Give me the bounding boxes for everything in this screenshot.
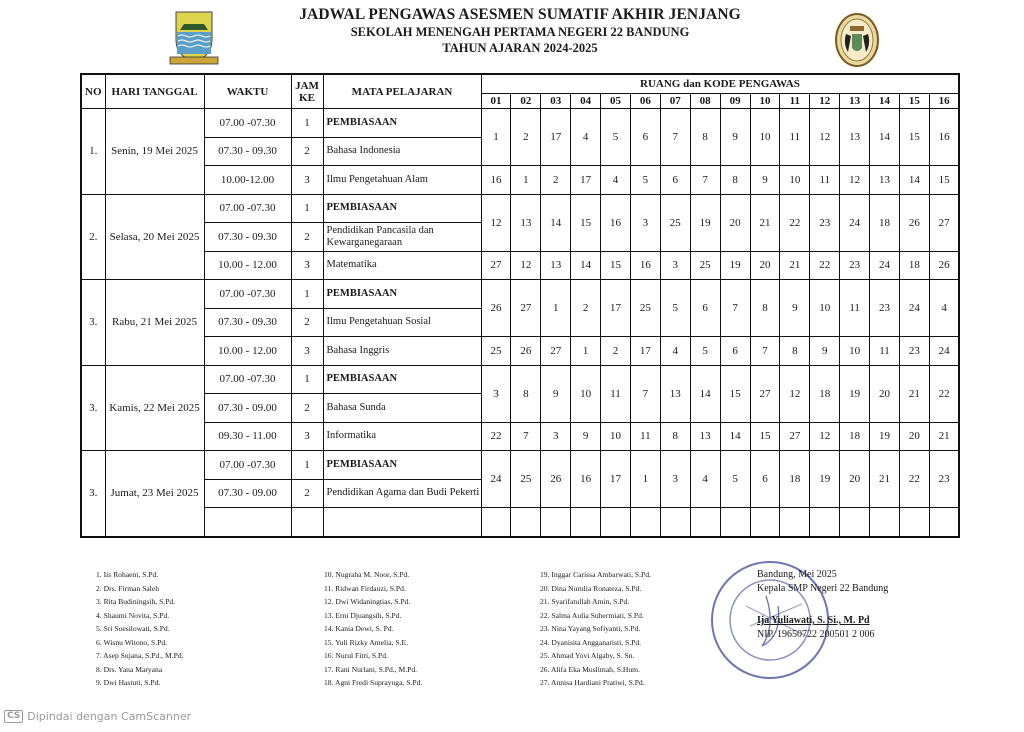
supervisor-code: 25 <box>690 251 720 280</box>
supervisor-code: 25 <box>481 337 511 366</box>
supervisor-code: 12 <box>481 194 511 251</box>
supervisor-code: 11 <box>601 365 631 422</box>
day-date: Senin, 19 Mei 2025 <box>105 109 204 195</box>
supervisor-code: 8 <box>720 166 750 195</box>
supervisor-code: 1 <box>541 280 571 337</box>
slot-period: 3 <box>291 337 323 366</box>
slot-time: 07.30 - 09.30 <box>204 308 291 337</box>
supervisor-code: 6 <box>720 337 750 366</box>
supervisor-code: 15 <box>601 251 631 280</box>
day-number: 3. <box>81 280 105 366</box>
supervisor-code: 8 <box>780 337 810 366</box>
supervisor-code: 19 <box>840 365 870 422</box>
supervisor-code: 23 <box>929 451 959 508</box>
slot-period: 3 <box>291 251 323 280</box>
day-number: 1. <box>81 109 105 195</box>
supervisor-code: 4 <box>690 451 720 508</box>
slot-subject: Ilmu Pengetahuan Alam <box>323 166 481 195</box>
academic-year: TAHUN AJARAN 2024-2025 <box>442 41 598 55</box>
slot-subject <box>323 508 481 537</box>
supervisor-item: 4. Shaumi Novita, S.Pd. <box>96 610 170 620</box>
supervisor-code: 15 <box>571 194 601 251</box>
supervisor-code: 27 <box>750 365 780 422</box>
day-date: Selasa, 20 Mei 2025 <box>105 194 204 280</box>
supervisor-code: 1 <box>481 109 511 166</box>
table-row <box>81 508 959 537</box>
signature-place-date: Bandung, Mei 2025 <box>757 569 837 580</box>
supervisor-code: 21 <box>780 251 810 280</box>
supervisor-code: 27 <box>541 337 571 366</box>
slot-period <box>291 508 323 537</box>
slot-subject: Bahasa Sunda <box>323 394 481 423</box>
slot-time: 10.00 - 12.00 <box>204 251 291 280</box>
supervisor-code: 11 <box>870 337 900 366</box>
supervisor-item: 22. Salma Aulia Suhermiati, S.Pd. <box>540 610 644 620</box>
supervisor-code: 3 <box>630 194 660 251</box>
supervisor-code: 5 <box>660 280 690 337</box>
supervisor-code: 18 <box>810 365 840 422</box>
supervisor-item: 25. Ahmad Yovi Algaby, S. Sn. <box>540 651 635 660</box>
slot-period: 2 <box>291 223 323 252</box>
supervisor-code: 5 <box>601 109 631 166</box>
room-header-10: 10 <box>750 94 780 109</box>
supervisor-code: 12 <box>810 422 840 451</box>
supervisor-code: 4 <box>660 337 690 366</box>
supervisor-code: 10 <box>780 166 810 195</box>
table-row <box>81 251 959 280</box>
room-header-03: 03 <box>541 94 571 109</box>
room-header-02: 02 <box>511 94 541 109</box>
slot-time: 07.30 - 09.00 <box>204 479 291 508</box>
supervisor-code: 2 <box>511 109 541 166</box>
supervisor-item: 12. Dwi Widaningtias, S.Pd. <box>324 597 411 606</box>
supervisor-code: 14 <box>690 365 720 422</box>
supervisor-code: 17 <box>601 280 631 337</box>
supervisor-code: 22 <box>780 194 810 251</box>
supervisor-item: 19. Inggar Carissa Ambarwati, S.Pd. <box>540 570 651 579</box>
supervisor-code: 24 <box>840 194 870 251</box>
supervisor-item: 2. Drs. Firman Saleh <box>96 583 160 593</box>
supervisor-code: 27 <box>511 280 541 337</box>
supervisor-code: 2 <box>571 280 601 337</box>
supervisor-code: 23 <box>810 194 840 251</box>
supervisor-code: 15 <box>929 166 959 195</box>
supervisor-code: 26 <box>511 337 541 366</box>
slot-period: 2 <box>291 308 323 337</box>
supervisor-code: 25 <box>660 194 690 251</box>
supervisor-code: 27 <box>481 251 511 280</box>
supervisor-code: 21 <box>870 451 900 508</box>
supervisor-code <box>870 508 900 537</box>
supervisor-code: 26 <box>929 251 959 280</box>
supervisor-code: 5 <box>630 166 660 195</box>
supervisor-code: 6 <box>690 280 720 337</box>
supervisor-item: 16. Nurul Fitri, S.Pd. <box>324 651 388 660</box>
supervisor-code: 20 <box>840 451 870 508</box>
day-number: 3. <box>81 365 105 451</box>
supervisor-code: 9 <box>780 280 810 337</box>
supervisor-list-col-2 <box>324 568 422 690</box>
supervisor-code: 24 <box>481 451 511 508</box>
slot-time: 10.00-12.00 <box>204 166 291 195</box>
slot-time: 07.30 - 09.30 <box>204 137 291 166</box>
header-day-date: HARI TANGGAL <box>105 74 204 109</box>
document-title: JADWAL PENGAWAS ASESMEN SUMATIF AKHIR JENJANG <box>299 6 741 23</box>
room-header-12: 12 <box>810 94 840 109</box>
bandung-city-crest-icon <box>168 10 220 66</box>
supervisor-item: 27. Annisa Hardiani Pratiwi, S.Pd. <box>540 678 645 687</box>
supervisor-code: 23 <box>840 251 870 280</box>
table-row <box>81 451 959 480</box>
supervisor-list-col-1 <box>96 568 184 690</box>
supervisor-code <box>840 508 870 537</box>
supervisor-item: 15. Yuli Rizky Amelia, S.E. <box>324 637 409 647</box>
supervisor-code: 12 <box>511 251 541 280</box>
supervisor-code: 8 <box>511 365 541 422</box>
supervisor-code <box>780 508 810 537</box>
watermark-text: Dipindai dengan CamScanner <box>27 710 192 723</box>
day-number: 2. <box>81 194 105 280</box>
supervisor-code: 18 <box>899 251 929 280</box>
supervisor-code: 15 <box>720 365 750 422</box>
supervisor-code: 13 <box>511 194 541 251</box>
supervisor-code: 10 <box>750 109 780 166</box>
room-header-07: 07 <box>660 94 690 109</box>
supervisor-code: 17 <box>601 451 631 508</box>
header-subject: MATA PELAJARAN <box>323 74 481 109</box>
supervisor-item: 6. Wisnu Witono, S.Pd. <box>96 637 168 647</box>
supervisor-code: 8 <box>660 422 690 451</box>
supervisor-code: 20 <box>899 422 929 451</box>
day-date: Kamis, 22 Mei 2025 <box>105 365 204 451</box>
supervisor-code <box>541 508 571 537</box>
slot-time: 10.00 - 12.00 <box>204 337 291 366</box>
signature-position: Kepala SMP Negeri 22 Bandung <box>757 583 889 594</box>
slot-subject: Bahasa Indonesia <box>323 137 481 166</box>
slot-time: 07.30 - 09.30 <box>204 223 291 252</box>
room-header-06: 06 <box>630 94 660 109</box>
supervisor-code: 9 <box>571 422 601 451</box>
supervisor-code: 13 <box>840 109 870 166</box>
supervisor-code: 27 <box>929 194 959 251</box>
supervisor-code: 11 <box>780 109 810 166</box>
slot-subject: Informatika <box>323 422 481 451</box>
slot-subject: Matematika <box>323 251 481 280</box>
supervisor-code: 7 <box>720 280 750 337</box>
supervisor-code: 1 <box>630 451 660 508</box>
supervisor-code: 10 <box>601 422 631 451</box>
supervisor-code: 1 <box>511 166 541 195</box>
slot-time: 09.30 - 11.00 <box>204 422 291 451</box>
supervisor-code <box>929 508 959 537</box>
supervisor-code: 22 <box>929 365 959 422</box>
supervisor-code <box>511 508 541 537</box>
supervisor-item: 21. Syarifatullah Amin, S.Pd. <box>540 597 630 606</box>
slot-period: 1 <box>291 451 323 480</box>
room-header-04: 04 <box>571 94 601 109</box>
slot-period: 3 <box>291 166 323 195</box>
supervisor-code: 24 <box>870 251 900 280</box>
slot-period: 2 <box>291 394 323 423</box>
slot-period: 1 <box>291 194 323 223</box>
supervisor-item: 13. Erni Djuangsih, S.Pd. <box>324 610 402 620</box>
school-emblem-icon <box>834 12 880 68</box>
table-row <box>81 365 959 394</box>
slot-time: 07.00 -07.30 <box>204 109 291 138</box>
day-date: Jumat, 23 Mei 2025 <box>105 451 204 537</box>
supervisor-item: 26. Alifa Eka Muslimah, S.Hum. <box>540 664 640 674</box>
supervisor-item: 18. Agni Fredi Suprayuga, S.Pd. <box>324 678 423 687</box>
supervisor-code: 26 <box>899 194 929 251</box>
supervisor-item: 17. Rani Nurlani, S.Pd., M.Pd. <box>324 664 418 674</box>
supervisor-code <box>899 508 929 537</box>
supervisor-code: 18 <box>870 194 900 251</box>
slot-period: 1 <box>291 109 323 138</box>
supervisor-code <box>660 508 690 537</box>
supervisor-code: 15 <box>899 109 929 166</box>
supervisor-item: 1. Iis Rohaeni, S.Pd. <box>96 570 159 579</box>
supervisor-code: 6 <box>660 166 690 195</box>
supervisor-item: 8. Drs. Yana Maryana <box>96 664 163 674</box>
document-header <box>0 0 1024 72</box>
slot-time: 07.30 - 09.00 <box>204 394 291 423</box>
table-row <box>81 422 959 451</box>
supervisor-code: 11 <box>840 280 870 337</box>
supervisor-code: 9 <box>720 109 750 166</box>
supervisor-code: 12 <box>840 166 870 195</box>
table-row <box>81 337 959 366</box>
supervisor-code <box>810 508 840 537</box>
supervisor-code: 16 <box>601 194 631 251</box>
supervisor-code: 9 <box>750 166 780 195</box>
slot-subject: PEMBIASAAN <box>323 451 481 480</box>
supervisor-code: 10 <box>810 280 840 337</box>
supervisor-code: 24 <box>929 337 959 366</box>
supervisor-code: 9 <box>810 337 840 366</box>
supervisor-code: 13 <box>690 422 720 451</box>
slot-time <box>204 508 291 537</box>
supervisor-code: 23 <box>899 337 929 366</box>
supervisor-code: 17 <box>571 166 601 195</box>
supervisor-code: 7 <box>690 166 720 195</box>
supervisor-code <box>750 508 780 537</box>
slot-period: 1 <box>291 280 323 309</box>
supervisor-code: 16 <box>481 166 511 195</box>
supervisor-code: 19 <box>810 451 840 508</box>
supervisor-code: 9 <box>541 365 571 422</box>
room-header-08: 08 <box>690 94 720 109</box>
supervisor-code: 21 <box>929 422 959 451</box>
supervisor-code: 19 <box>690 194 720 251</box>
supervisor-code: 27 <box>780 422 810 451</box>
supervisor-code <box>720 508 750 537</box>
supervisor-code: 5 <box>690 337 720 366</box>
camscanner-watermark <box>4 710 191 723</box>
supervisor-code: 16 <box>630 251 660 280</box>
room-header-15: 15 <box>899 94 929 109</box>
room-header-01: 01 <box>481 94 511 109</box>
supervisor-code: 14 <box>870 109 900 166</box>
supervisor-code: 14 <box>541 194 571 251</box>
supervisor-item: 3. Rita Budiningsih, S.Pd. <box>96 597 176 606</box>
supervisor-item: 9. Dwi Hastuti, S.Pd. <box>96 678 161 687</box>
supervisor-code: 13 <box>660 365 690 422</box>
supervisor-code <box>630 508 660 537</box>
supervisor-code: 25 <box>511 451 541 508</box>
supervisor-code: 14 <box>571 251 601 280</box>
supervisor-item: 7. Asep Sujana, S.Pd., M.Pd. <box>96 651 184 660</box>
supervisor-code: 8 <box>690 109 720 166</box>
slot-subject: PEMBIASAAN <box>323 194 481 223</box>
supervisor-item: 11. Ridwan Firdauzi, S.Pd. <box>324 583 406 593</box>
supervisor-code: 20 <box>720 194 750 251</box>
supervisor-code: 14 <box>899 166 929 195</box>
supervisor-code: 10 <box>840 337 870 366</box>
day-date: Rabu, 21 Mei 2025 <box>105 280 204 366</box>
supervisor-code: 12 <box>810 109 840 166</box>
supervisor-code: 10 <box>571 365 601 422</box>
supervisor-code: 8 <box>750 280 780 337</box>
signature-nip: NIP. 19650722 200501 2 006 <box>757 629 875 640</box>
supervisor-code: 17 <box>630 337 660 366</box>
supervisor-code: 22 <box>810 251 840 280</box>
slot-subject: PEMBIASAAN <box>323 109 481 138</box>
slot-time: 07.00 -07.30 <box>204 451 291 480</box>
header-rooms-group: RUANG dan KODE PENGAWAS <box>481 74 959 94</box>
supervisor-item: 24. Dyanisita Angganaristi, S.Pd. <box>540 637 642 647</box>
table-row <box>81 280 959 309</box>
supervisor-code: 20 <box>870 365 900 422</box>
slot-subject: Pendidikan Pancasila dan Kewarganegaraan <box>323 223 481 252</box>
table-row <box>81 194 959 223</box>
slot-subject: PEMBIASAAN <box>323 365 481 394</box>
supervisor-code: 3 <box>541 422 571 451</box>
supervisor-code: 7 <box>511 422 541 451</box>
supervisor-code: 1 <box>571 337 601 366</box>
supervisor-code: 4 <box>571 109 601 166</box>
supervisor-code: 18 <box>780 451 810 508</box>
slot-time: 07.00 -07.30 <box>204 365 291 394</box>
supervisor-code: 20 <box>750 251 780 280</box>
room-header-13: 13 <box>840 94 870 109</box>
slot-period: 1 <box>291 365 323 394</box>
supervisor-code: 2 <box>541 166 571 195</box>
supervisor-code: 26 <box>481 280 511 337</box>
supervisor-code: 22 <box>899 451 929 508</box>
supervisor-item: 5. Sri Soesilowati, S.Pd. <box>96 624 170 633</box>
day-number: 3. <box>81 451 105 537</box>
room-header-14: 14 <box>870 94 900 109</box>
supervisor-code: 23 <box>870 280 900 337</box>
supervisor-code: 16 <box>571 451 601 508</box>
slot-period: 3 <box>291 422 323 451</box>
header-period: JAM KE <box>291 74 323 109</box>
supervisor-code: 4 <box>601 166 631 195</box>
supervisor-code: 11 <box>630 422 660 451</box>
supervisor-item: 20. Dina Nurulia Ronateza, S.Pd. <box>540 583 642 593</box>
supervisor-code: 18 <box>840 422 870 451</box>
supervisor-code: 19 <box>720 251 750 280</box>
header-time: WAKTU <box>204 74 291 109</box>
supervisor-code: 11 <box>810 166 840 195</box>
room-header-05: 05 <box>601 94 631 109</box>
supervisor-code: 16 <box>929 109 959 166</box>
supervisor-code: 7 <box>660 109 690 166</box>
signature-name: Ija Yuliawati, S. Si., M. Pd <box>757 615 870 626</box>
supervisor-code: 21 <box>899 365 929 422</box>
slot-subject: PEMBIASAAN <box>323 280 481 309</box>
signature-block <box>757 568 888 642</box>
supervisor-item: 23. Nina Yayang Sofiyanti, S.Pd. <box>540 624 641 633</box>
supervisor-code: 13 <box>541 251 571 280</box>
supervisor-code: 25 <box>630 280 660 337</box>
header-no: NO <box>81 74 105 109</box>
room-header-11: 11 <box>780 94 810 109</box>
supervisor-code <box>690 508 720 537</box>
supervisor-code <box>571 508 601 537</box>
table-row <box>81 166 959 195</box>
slot-time: 07.00 -07.30 <box>204 194 291 223</box>
slot-subject: Bahasa Inggris <box>323 337 481 366</box>
camscanner-logo-icon: CS <box>4 710 23 723</box>
supervisor-code: 2 <box>601 337 631 366</box>
supervisor-code: 15 <box>750 422 780 451</box>
supervisor-code: 22 <box>481 422 511 451</box>
supervisor-code: 13 <box>870 166 900 195</box>
supervisor-code: 12 <box>780 365 810 422</box>
supervisor-item: 14. Kania Dewi, S. Pd. <box>324 624 394 633</box>
supervisor-schedule-table <box>80 73 960 538</box>
supervisor-code: 7 <box>630 365 660 422</box>
supervisor-code: 14 <box>720 422 750 451</box>
slot-subject: Pendidikan Agama dan Budi Pekerti <box>323 479 481 508</box>
supervisor-code: 19 <box>870 422 900 451</box>
table-row <box>81 109 959 138</box>
room-header-16: 16 <box>929 94 959 109</box>
supervisor-code: 6 <box>750 451 780 508</box>
supervisor-item: 10. Nugraha M. Noor, S.Pd. <box>324 570 410 579</box>
supervisor-code: 7 <box>750 337 780 366</box>
supervisor-code <box>481 508 511 537</box>
supervisor-list-col-3 <box>540 568 651 690</box>
supervisor-code: 24 <box>899 280 929 337</box>
school-name: SEKOLAH MENENGAH PERTAMA NEGERI 22 BANDUNG <box>350 25 690 39</box>
supervisor-code: 6 <box>630 109 660 166</box>
supervisor-code: 3 <box>660 451 690 508</box>
slot-period: 2 <box>291 479 323 508</box>
room-header-09: 09 <box>720 94 750 109</box>
supervisor-code: 26 <box>541 451 571 508</box>
supervisor-code: 4 <box>929 280 959 337</box>
supervisor-code: 21 <box>750 194 780 251</box>
slot-time: 07.00 -07.30 <box>204 280 291 309</box>
supervisor-code: 3 <box>481 365 511 422</box>
slot-period: 2 <box>291 137 323 166</box>
slot-subject: Ilmu Pengetahuan Sosial <box>323 308 481 337</box>
supervisor-code: 3 <box>660 251 690 280</box>
supervisor-code <box>601 508 631 537</box>
supervisor-code: 17 <box>541 109 571 166</box>
supervisor-code: 5 <box>720 451 750 508</box>
